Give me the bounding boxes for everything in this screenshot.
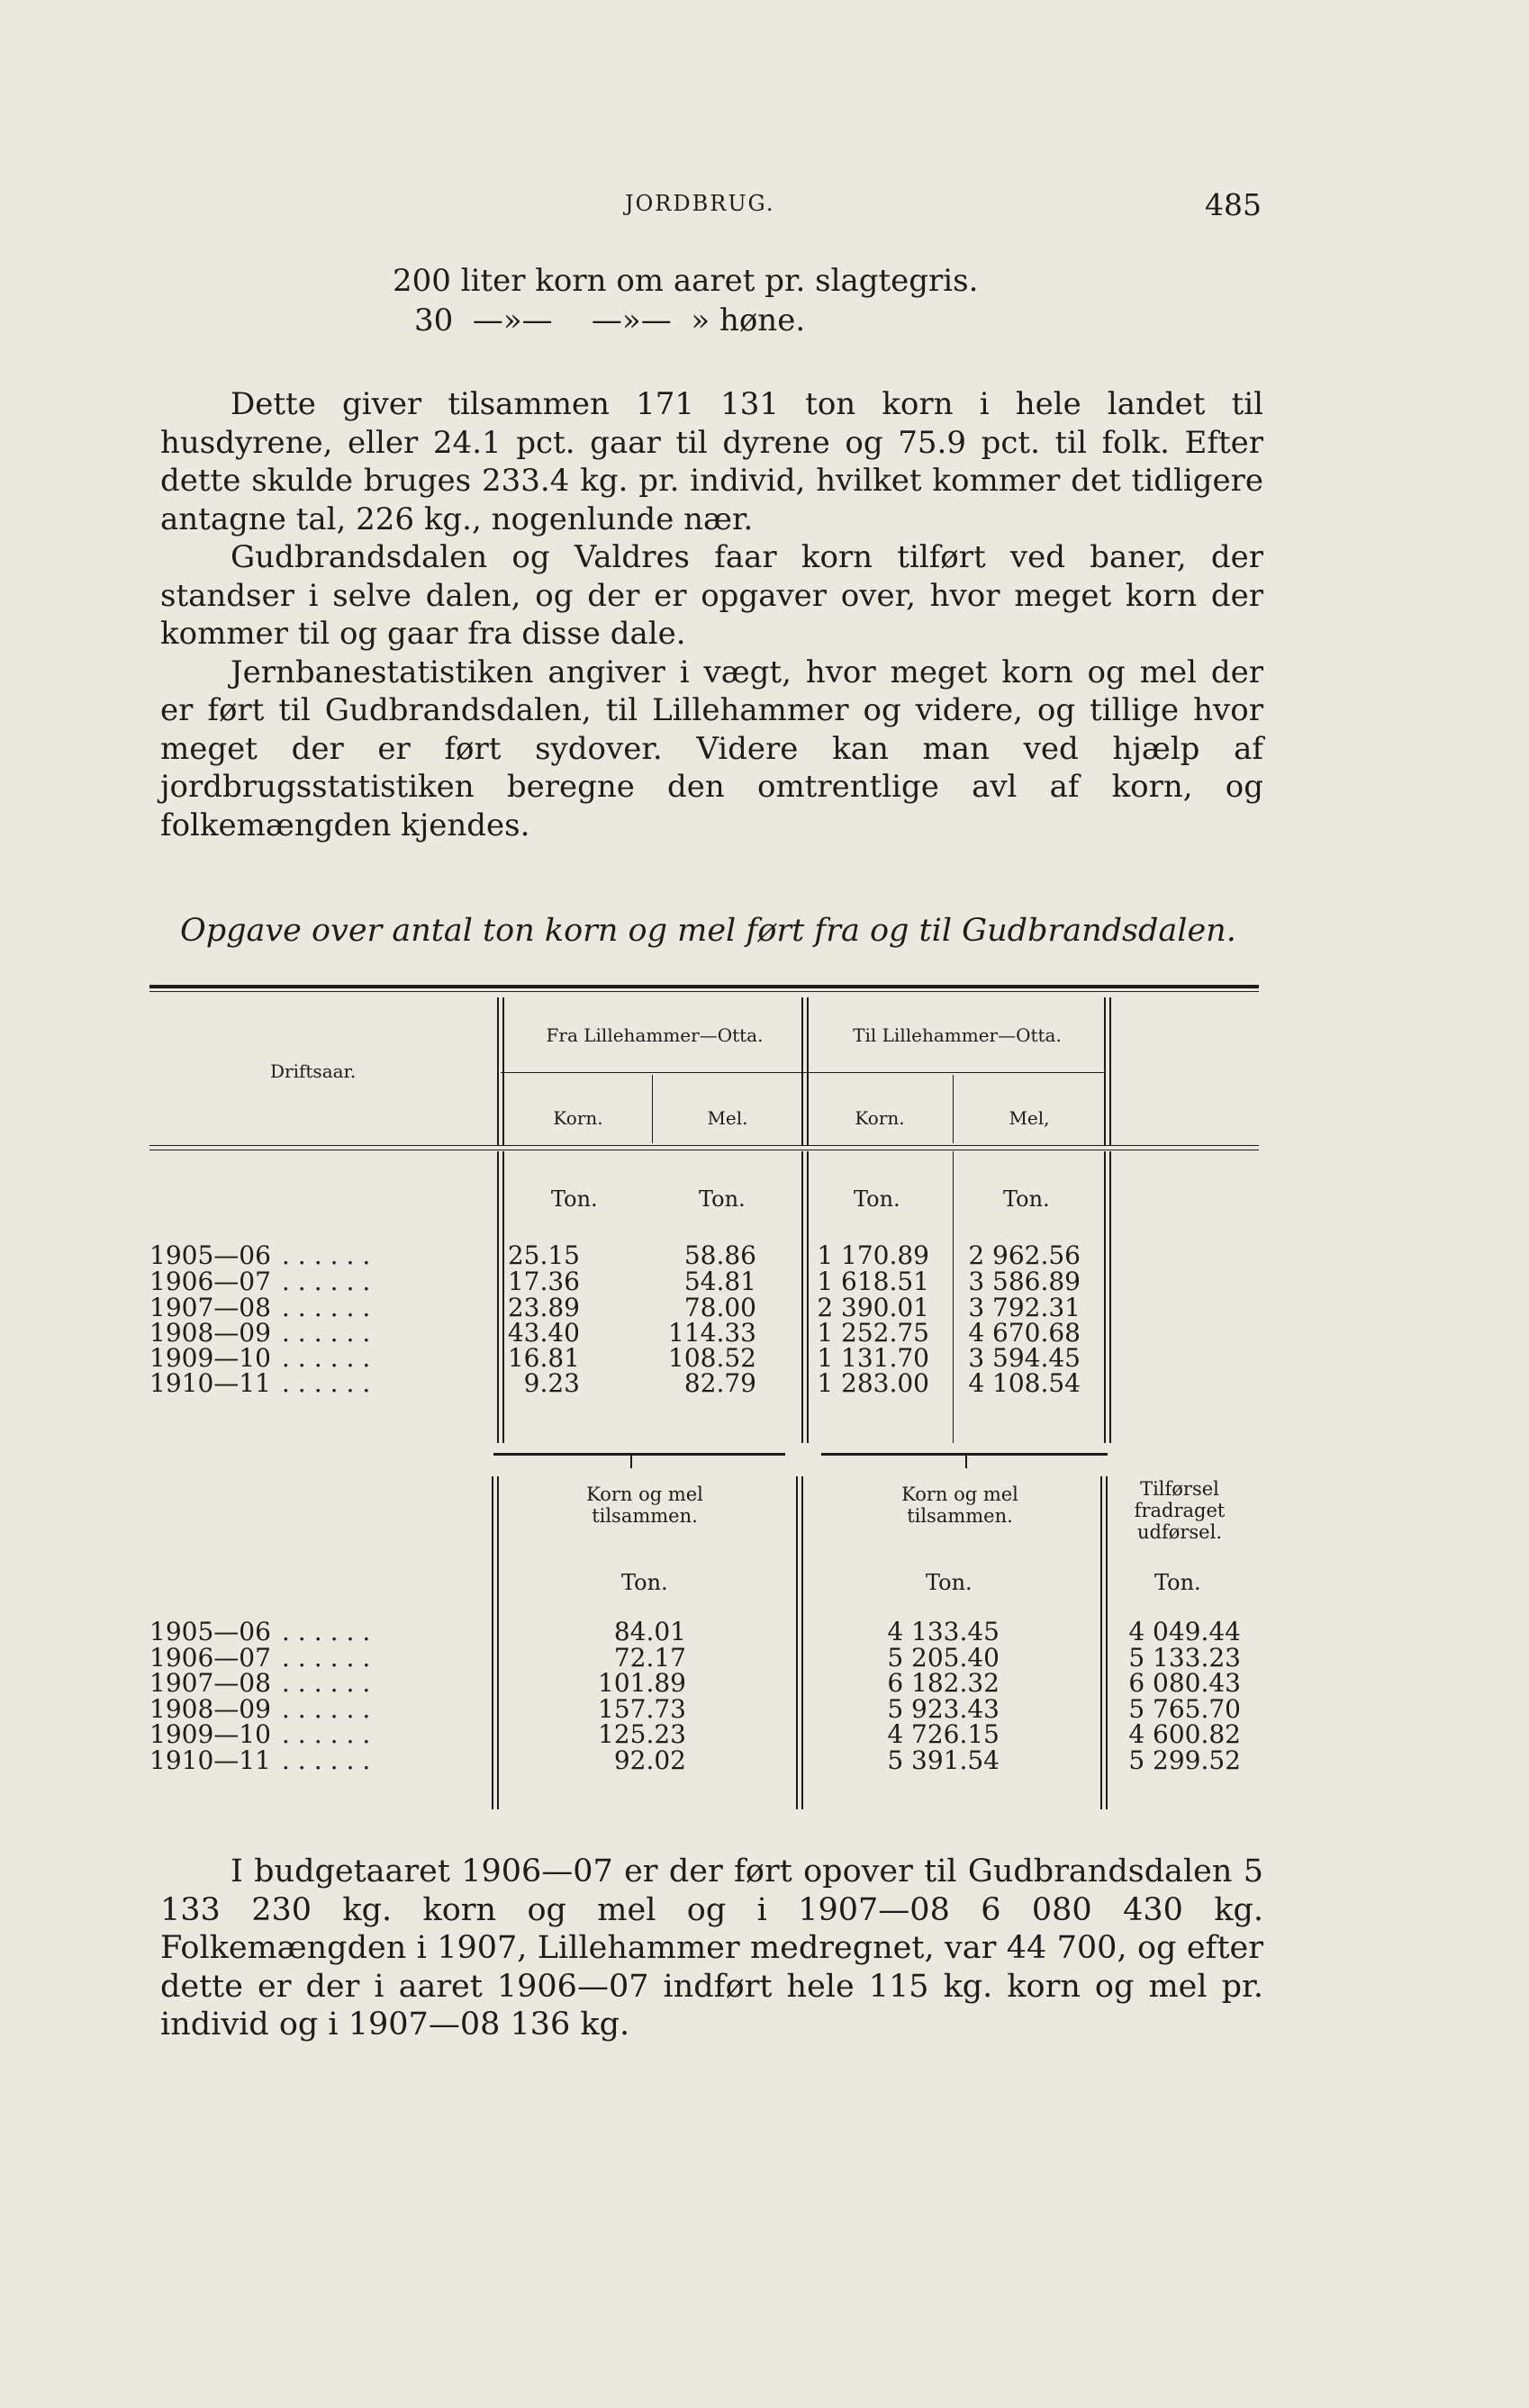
table-cell: 78.00 <box>683 1293 756 1322</box>
paragraph: Jernbanestatistiken angiver i vægt, hvor meget korn og mel der er ført til Gudbrandsdalen, til Lillehammer og videre, og tillige hvor meget der er ført sydover. Videre kan man ved hjælp af jordbrugsstatistiken beregne den omtrentlige avl af korn, og folkemængden kjendes. <box>160 654 1263 843</box>
table-cell: 4 600.82 <box>1128 1719 1241 1749</box>
unit-label: Ton. <box>1003 1186 1050 1212</box>
table-cell: 84.01 <box>613 1617 686 1646</box>
row-header: Driftsaar. <box>270 1060 357 1082</box>
table-cell: 101.89 <box>598 1668 686 1698</box>
table-cell: 9.23 <box>523 1368 580 1398</box>
row-year-label: 1905—06 ...... <box>149 1617 379 1646</box>
row-year-label: 1909—10 ...... <box>149 1343 379 1373</box>
table-cell: 3 594.45 <box>968 1343 1081 1373</box>
column-group-from: Fra Lillehammer—Otta. <box>546 1024 764 1046</box>
table-cell: 72.17 <box>613 1642 686 1673</box>
column-header: Korn og mel tilsammen. <box>586 1484 703 1527</box>
table-cell: 43.40 <box>507 1318 580 1348</box>
table-cell: 3 586.89 <box>968 1267 1081 1296</box>
table-cell: 4 726.15 <box>887 1719 1000 1749</box>
table-cell: 4 108.54 <box>968 1368 1081 1398</box>
table-cell: 125.23 <box>598 1719 686 1749</box>
table-cell: 2 962.56 <box>968 1240 1081 1270</box>
table-cell: 23.89 <box>507 1293 580 1322</box>
table-cell: 5 133.23 <box>1128 1642 1241 1673</box>
table-cell: 5 299.52 <box>1128 1745 1241 1775</box>
row-year-label: 1910—11 ...... <box>149 1745 379 1775</box>
row-year-label: 1907—08 ...... <box>149 1293 379 1322</box>
table-cell: 92.02 <box>613 1745 686 1775</box>
intro-line-2: 30 —»— —»— » høne. <box>414 302 806 338</box>
table-cell: 17.36 <box>507 1267 580 1296</box>
table-cell: 3 792.31 <box>968 1293 1081 1322</box>
paragraph: Dette giver tilsammen 171 131 ton korn i hele landet til husdyrene, eller 24.1 pct. gaar til dyrene og 75.9 pct. til folk. Efter dette skulde bruges 233.4 kg. pr. individ, hvilket kommer det tidligere antagne tal, 226 kg., nogenlunde nær. <box>160 386 1263 537</box>
table-cell: 4 670.68 <box>968 1318 1081 1348</box>
unit-label: Ton. <box>854 1186 900 1212</box>
table-cell: 5 923.43 <box>887 1693 1000 1724</box>
unit-label: Ton. <box>551 1186 598 1212</box>
body-text <box>160 385 1263 844</box>
page-number: 485 <box>1205 187 1262 222</box>
table-cell: 1 170.89 <box>817 1240 929 1270</box>
row-year-label: 1906—07 ...... <box>149 1267 379 1296</box>
paragraph: Gudbrandsdalen og Valdres faar korn tilført ved baner, der standser i selve dalen, og der er opgaver over, hvor meget korn der kommer til og gaar fra disse dale. <box>160 539 1263 652</box>
table-cell: 1 283.00 <box>817 1368 929 1398</box>
table-caption: Opgave over antal ton korn og mel ført fra og til Gudbrandsdalen. <box>180 913 1236 949</box>
table-cell: 157.73 <box>598 1693 686 1724</box>
table-cell: 5 765.70 <box>1128 1693 1241 1724</box>
paragraph: I budgetaaret 1906—07 er der ført opover til Gudbrandsdalen 5 133 230 kg. korn og mel og i 1907—08 6 080 430 kg. Folkemængden i 1907, Lillehammer medregnet, var 44 700, og efter dette er der i aaret 1906—07 indført hele 115 kg. korn og mel pr. individ og i 1907—08 136 kg. <box>160 1853 1263 2043</box>
brace <box>821 1453 1108 1456</box>
table-cell: 54.81 <box>683 1267 756 1296</box>
column-header: Tilførsel fradraget udførsel. <box>1134 1478 1226 1543</box>
table-cell: 114.33 <box>668 1318 756 1348</box>
table-cell: 82.79 <box>683 1368 756 1398</box>
table-cell: 108.52 <box>668 1343 756 1373</box>
unit-label: Ton. <box>1154 1570 1201 1595</box>
intro-line-1: 200 liter korn om aaret pr. slagtegris. <box>393 263 979 299</box>
subheader: Korn. <box>855 1107 905 1129</box>
table-cell: 25.15 <box>507 1240 580 1270</box>
unit-label: Ton. <box>926 1570 973 1595</box>
unit-label: Ton. <box>621 1570 668 1595</box>
column-group-to: Til Lillehammer—Otta. <box>853 1024 1062 1046</box>
table-cell: 5 391.54 <box>887 1745 1000 1775</box>
table-cell: 6 182.32 <box>887 1668 1000 1698</box>
unit-label: Ton. <box>699 1186 746 1212</box>
table-cell: 16.81 <box>507 1343 580 1373</box>
row-year-label: 1906—07 ...... <box>149 1642 379 1673</box>
row-year-label: 1909—10 ...... <box>149 1719 379 1749</box>
table-cell: 1 252.75 <box>817 1318 929 1348</box>
table-cell: 4 133.45 <box>887 1617 1000 1646</box>
brace <box>493 1453 785 1456</box>
row-year-label: 1908—09 ...... <box>149 1318 379 1348</box>
row-year-label: 1910—11 ...... <box>149 1368 379 1398</box>
running-header: JORDBRUG. <box>625 191 775 216</box>
table-cell: 5 205.40 <box>887 1642 1000 1673</box>
closing-text <box>160 1853 1263 2044</box>
table-cell: 1 131.70 <box>817 1343 929 1373</box>
table-cell: 4 049.44 <box>1128 1617 1241 1646</box>
row-year-label: 1908—09 ...... <box>149 1693 379 1724</box>
subheader: Mel. <box>707 1107 748 1129</box>
column-header: Korn og mel tilsammen. <box>901 1484 1018 1527</box>
table-cell: 6 080.43 <box>1128 1668 1241 1698</box>
row-year-label: 1907—08 ...... <box>149 1668 379 1698</box>
subheader: Korn. <box>553 1107 603 1129</box>
table-cell: 1 618.51 <box>817 1267 929 1296</box>
subheader: Mel, <box>1009 1107 1050 1129</box>
table-cell: 58.86 <box>683 1240 756 1270</box>
row-year-label: 1905—06 ...... <box>149 1240 379 1270</box>
table-cell: 2 390.01 <box>817 1293 929 1322</box>
